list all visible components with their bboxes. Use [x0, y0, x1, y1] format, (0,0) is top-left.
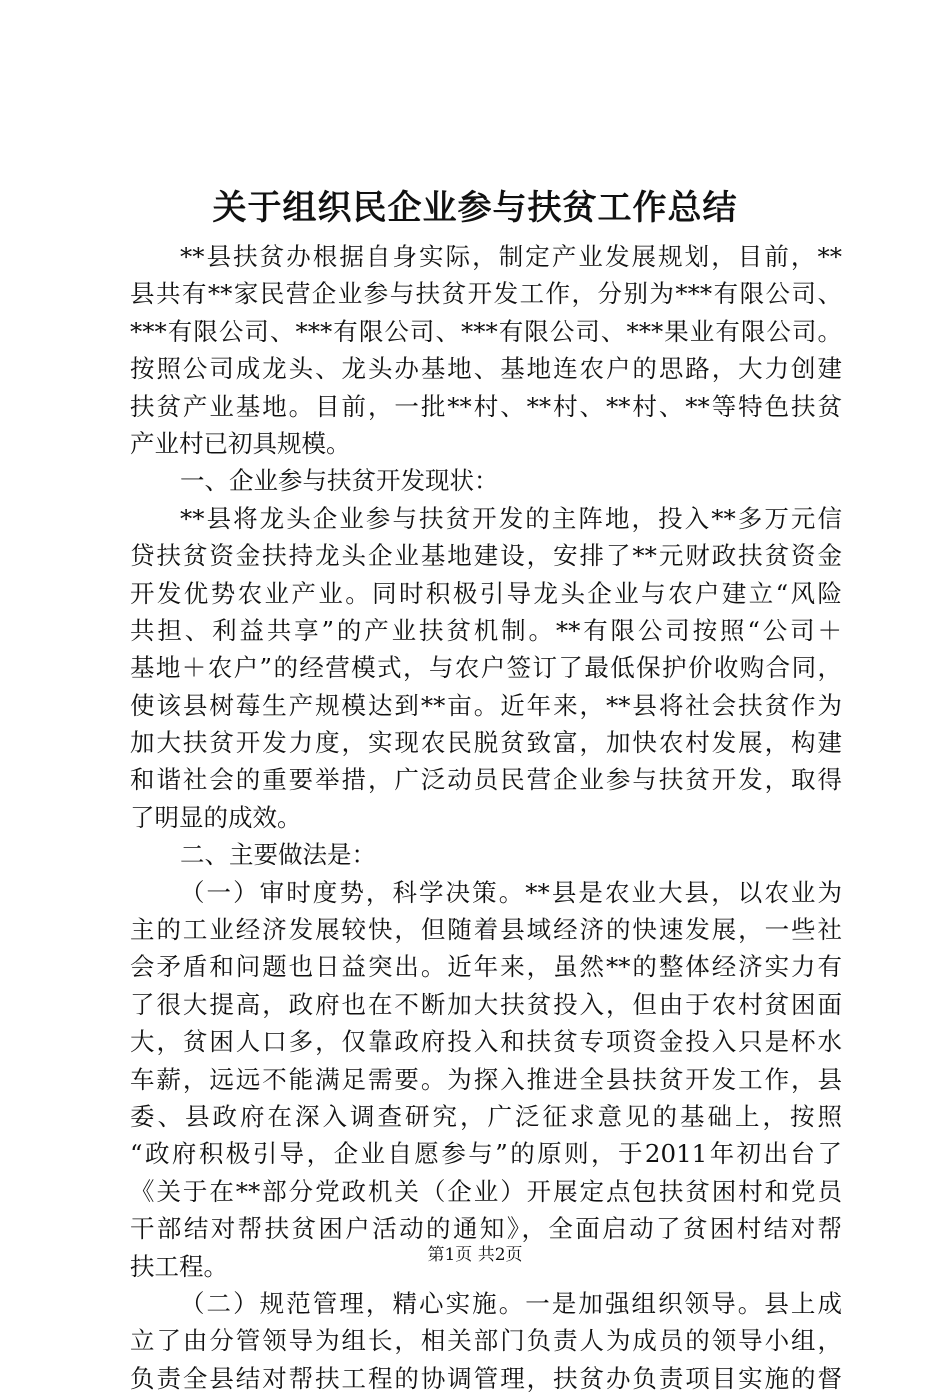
text-line: 共担、利益共享”的产业扶贫机制。**有限公司按照“公司＋ — [130, 615, 842, 645]
text-line: 使该县树莓生产规模达到**亩。近年来，**县将社会扶贫作为 — [130, 690, 842, 720]
text-line: 贷扶贫资金扶持龙头企业基地建设，安排了**元财政扶贫资金 — [130, 541, 842, 571]
text-line: 车薪，远远不能满足需要。为探入推进全县扶贫开发工作，县 — [130, 1064, 842, 1094]
text-line: （一）审时度势，科学决策。**县是农业大县，以农业为 — [180, 877, 842, 907]
text-line: 干部结对帮扶贫困户活动的通知》，全面启动了贫困村结对帮 — [130, 1214, 842, 1244]
section-heading: 二、主要做法是： — [180, 840, 376, 870]
text-line: 扶工程。 — [130, 1251, 228, 1281]
text-line: 加大扶贫开发力度，实现农民脱贫致富，加快农村发展，构建 — [130, 728, 842, 758]
text-line: 县共有**家民营企业参与扶贫开发工作，分别为***有限公司、 — [130, 279, 842, 309]
text-line: 扶贫产业基地。目前，一批**村、**村、**村、**等特色扶贫 — [130, 391, 842, 421]
page-footer: 第1页 共2页 — [427, 1245, 523, 1265]
section-heading: 一、企业参与扶贫开发现状： — [180, 466, 499, 496]
text-line: ***有限公司、***有限公司、***有限公司、***果业有限公司。 — [130, 316, 842, 346]
text-line: “政府积极引导，企业自愿参与”的原则，于2011年初出台了 — [130, 1139, 842, 1169]
document-body — [130, 238, 842, 1397]
text-line: 立了由分管领导为组长，相关部门负责人为成员的领导小组， — [130, 1326, 842, 1356]
document-title: 关于组织民企业参与扶贫工作总结 — [212, 188, 738, 228]
text-line: 基地＋农户”的经营模式，与农户签订了最低保护价收购合同， — [130, 653, 842, 683]
text-line: 会矛盾和问题也日益突出。近年来，虽然**的整体经济实力有 — [130, 952, 842, 982]
text-line: 大，贫困人口多，仅靠政府投入和扶贫专项资金投入只是杯水 — [130, 1027, 842, 1057]
text-line: 和谐社会的重要举措，广泛动员民营企业参与扶贫开发，取得 — [130, 765, 842, 795]
text-line: 《关于在**部分党政机关（企业）开展定点包扶贫困村和党员 — [130, 1176, 842, 1206]
text-line: 负责全县结对帮扶工程的协调管理，扶贫办负责项目实施的督 — [130, 1363, 842, 1393]
text-line: 按照公司成龙头、龙头办基地、基地连农户的思路，大力创建 — [130, 354, 842, 384]
text-line: 产业村已初具规模。 — [130, 428, 351, 458]
text-line: 了明显的成效。 — [130, 802, 302, 832]
text-line: 委、县政府在深入调查研究，广泛征求意见的基础上，按照 — [130, 1101, 842, 1131]
text-line: **县扶贫办根据自身实际，制定产业发展规划，目前，** — [180, 242, 842, 271]
text-line: 了很大提高，政府也在不断加大扶贫投入，但由于农村贫困面 — [130, 989, 842, 1019]
text-line: 开发优势农业产业。同时积极引导龙头企业与农户建立“风险 — [130, 578, 842, 608]
text-line: （二）规范管理，精心实施。一是加强组织领导。县上成 — [180, 1288, 842, 1318]
text-line: **县将龙头企业参与扶贫开发的主阵地，投入**多万元信 — [180, 503, 842, 533]
text-line: 主的工业经济发展较快，但随着县域经济的快速发展，一些社 — [130, 915, 842, 945]
